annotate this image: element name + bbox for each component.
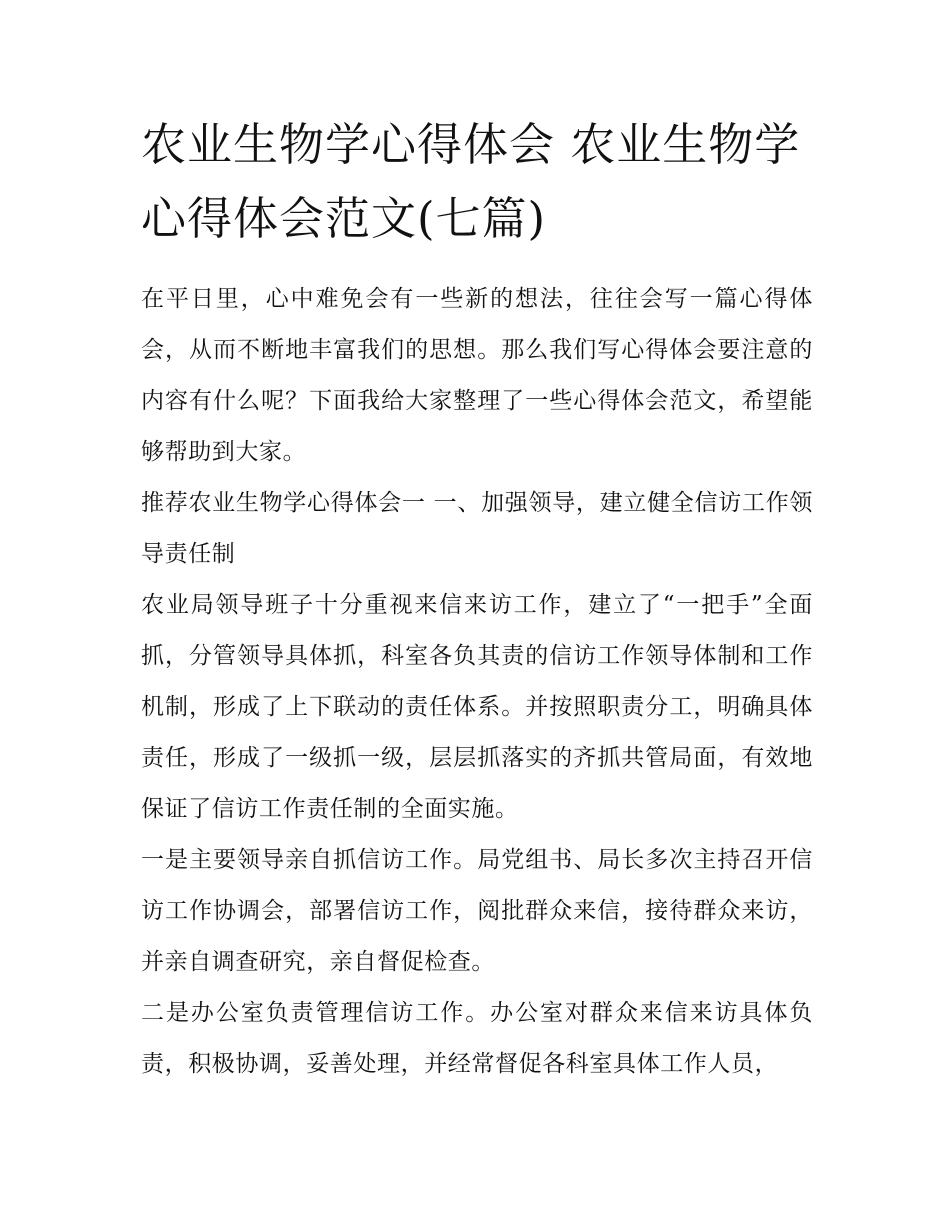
document-title: 农业生物学心得体会 农业生物学心得体会范文(七篇) [141,118,801,245]
paragraph-section-heading: 推荐农业生物学心得体会一 一、加强领导，建立健全信访工作领导责任制 [141,490,813,567]
paragraph-point-two: 二是办公室负责管理信访工作。办公室对群众来信来访具体负责，积极协调，妥善处理，并经常督促各科室具体工作人员， [141,1000,813,1077]
paragraph-leadership: 农业局领导班子十分重视来信来访工作，建立了“一把手”全面抓，分管领导具体抓，科室各负其责的信访工作领导体制和工作机制，形成了上下联动的责任体系。并按照职责分工，明确具体责任，形成了一级抓一级，层层抓落实的齐抓共管局面，有效地保证了信访工作责任制的全面实施。 [141,592,813,822]
paragraph-intro: 在平日里，心中难免会有一些新的想法，往往会写一篇心得体会，从而不断地丰富我们的思想。那么我们写心得体会要注意的内容有什么呢？下面我给大家整理了一些心得体会范文，希望能够帮助到大家。 [141,286,813,465]
document-body [141,108,813,1090]
paragraph-point-one: 一是主要领导亲自抓信访工作。局党组书、局长多次主持召开信访工作协调会，部署信访工作，阅批群众来信，接待群众来访，并亲自调查研究，亲自督促检查。 [141,847,813,975]
